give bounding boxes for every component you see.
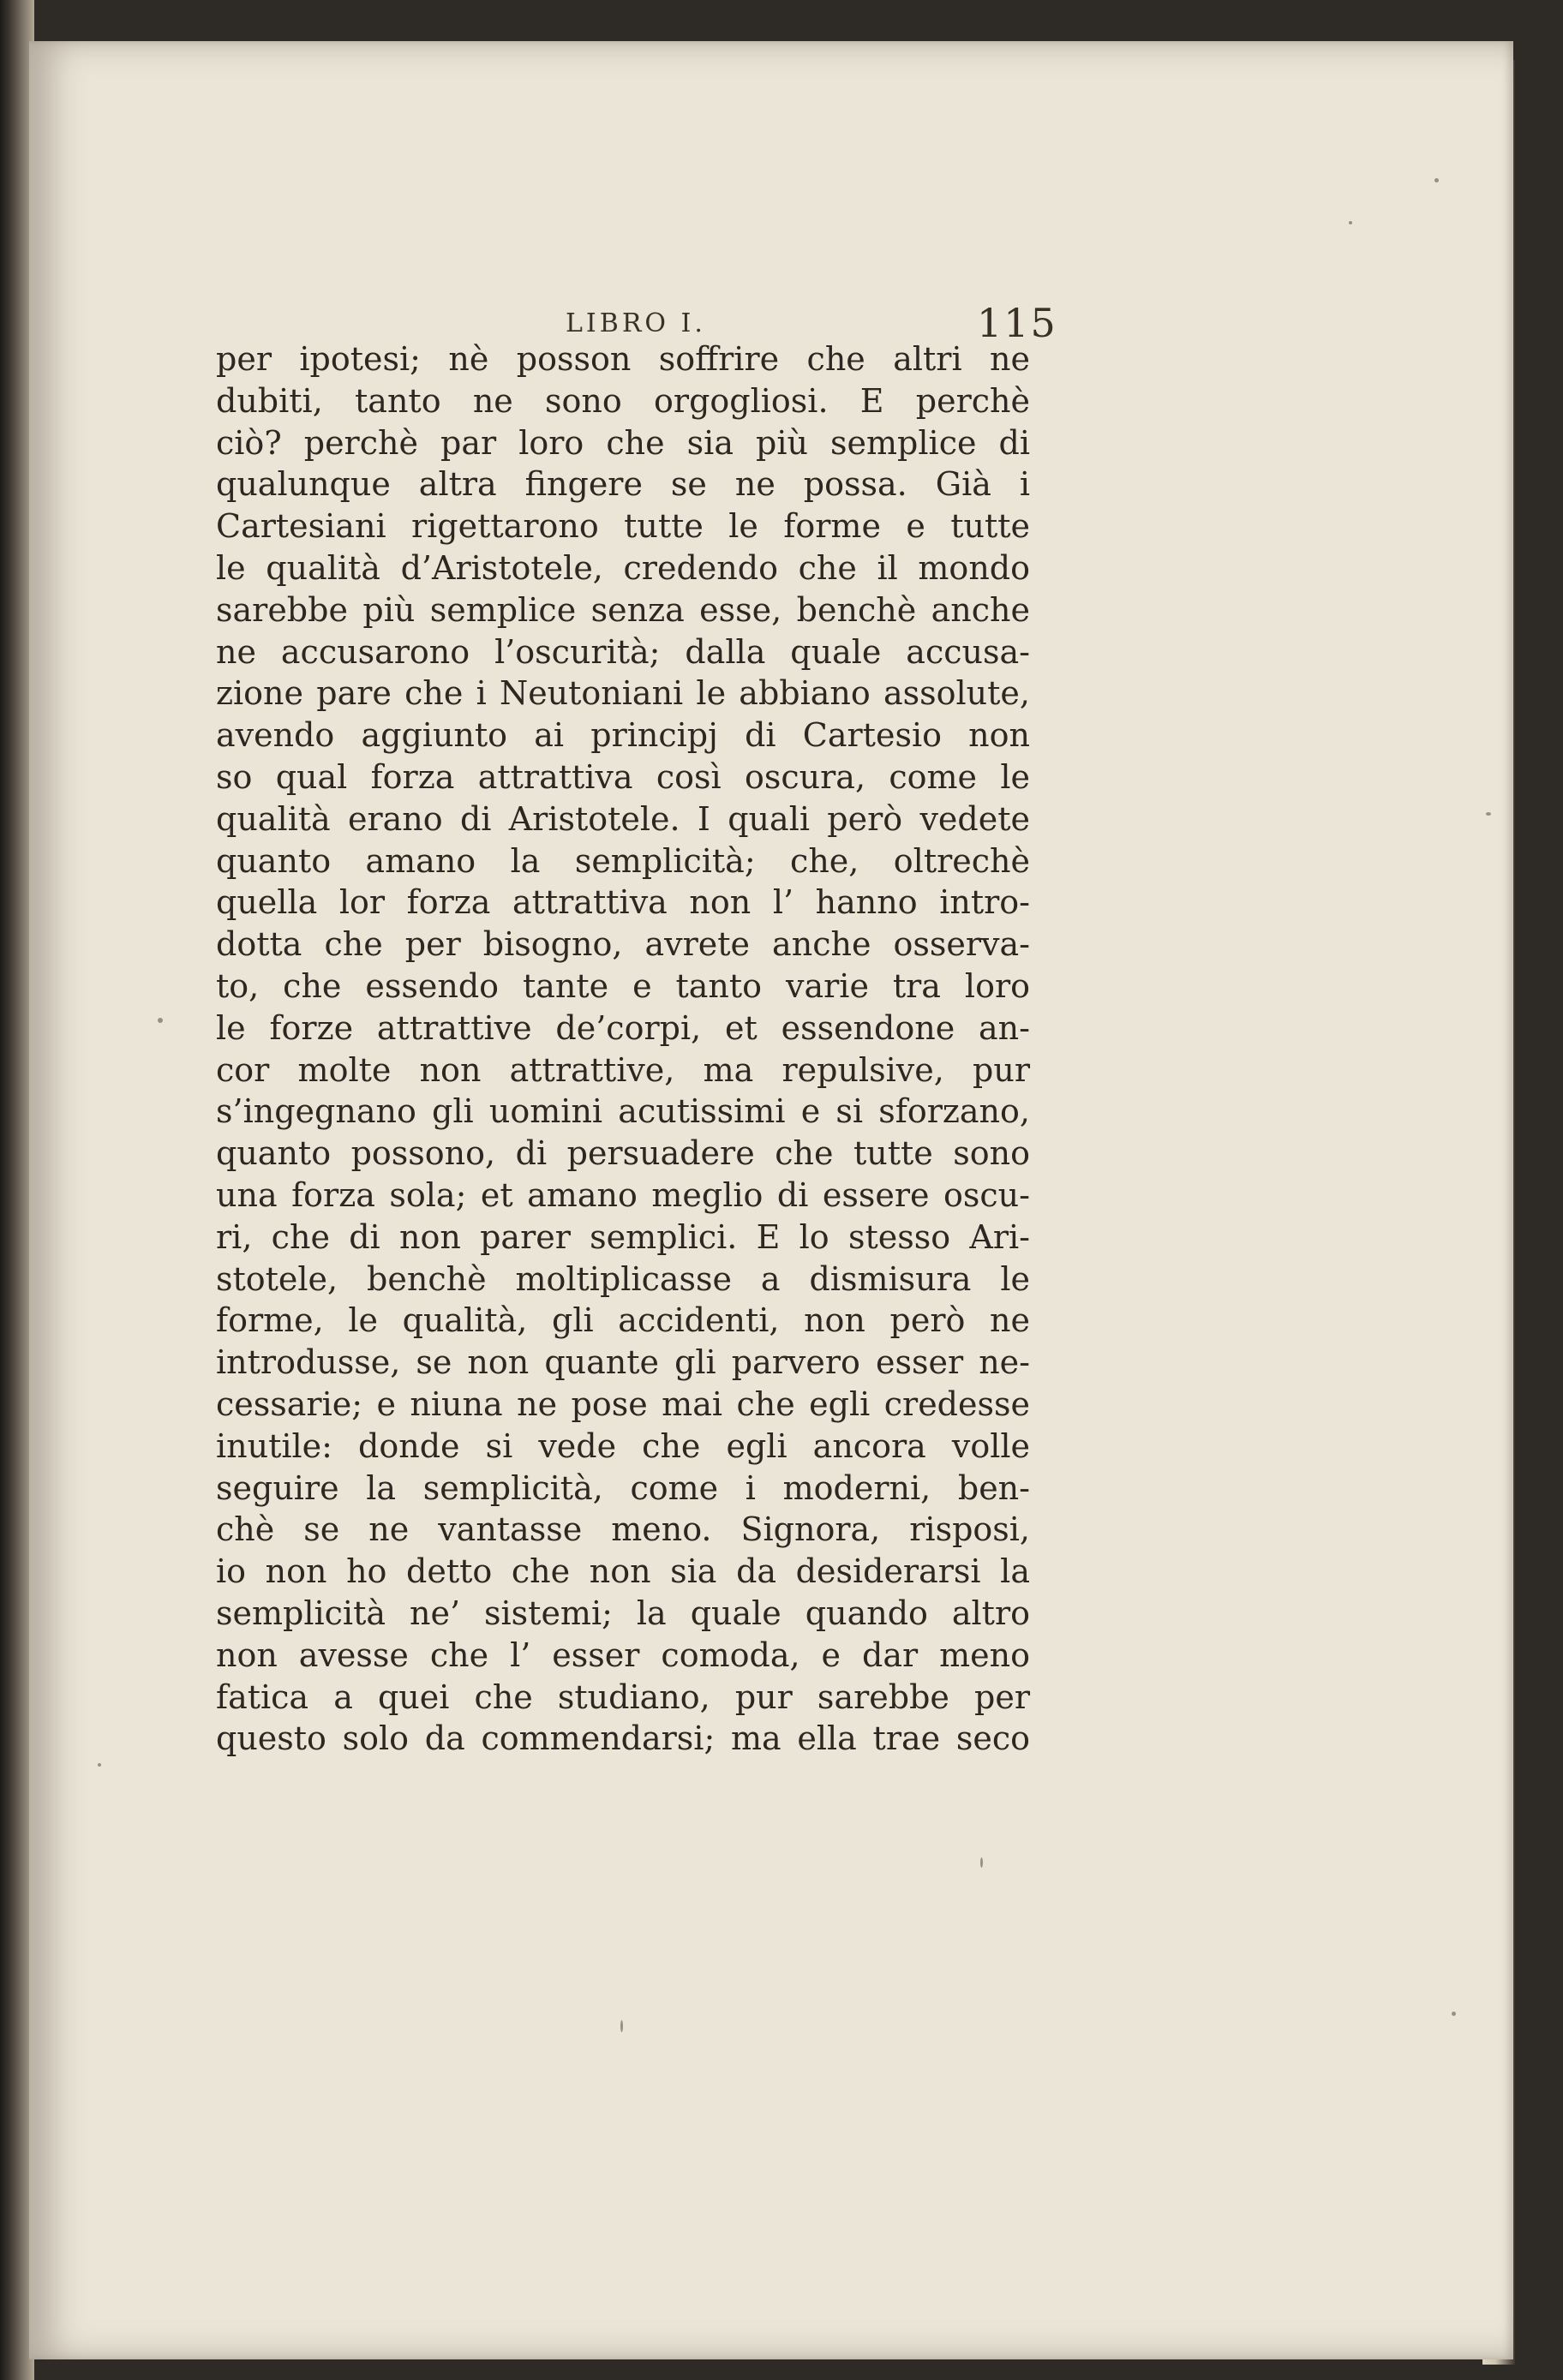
text-line: Cartesiani rigettarono tutte le forme e tutte (216, 507, 1030, 546)
body-text (216, 338, 1030, 1760)
paper-speck (1349, 221, 1352, 224)
text-line: cor molte non attrattive, ma repulsive, pur (216, 1050, 1030, 1089)
text-line: avendo aggiunto ai principj di Cartesio non (216, 716, 1030, 755)
text-line: dotta che per bisogno, avrete anche osserva- (216, 925, 1030, 964)
text-line: quanto amano la semplicità; che, oltrechè (216, 841, 1030, 880)
paper-speck (620, 2020, 623, 2032)
text-line: forme, le qualità, gli accidenti, non però ne (216, 1301, 1030, 1340)
page-number: 115 (977, 300, 1057, 346)
paper-speck (980, 1857, 983, 1868)
text-line: fatica a quei che studiano, pur sarebbe per (216, 1677, 1030, 1716)
paper-speck (1434, 178, 1439, 182)
text-line: ri, che di non parer semplici. E lo stesso Ari- (216, 1217, 1030, 1256)
text-line: cessarie; e niuna ne pose mai che egli credesse (216, 1384, 1030, 1423)
text-line: quanto possono, di persuadere che tutte sono (216, 1134, 1030, 1173)
text-line: stotele, benchè moltiplicasse a dismisura le (216, 1259, 1030, 1298)
text-line: inutile: donde si vede che egli ancora volle (216, 1426, 1030, 1465)
paper-speck (158, 1018, 163, 1023)
text-line: le qualità d’Aristotele, credendo che il mondo (216, 548, 1030, 587)
text-line: quella lor forza attrattiva non l’ hanno intro- (216, 883, 1030, 922)
text-line: ciò? perchè par loro che sia più semplice di (216, 423, 1030, 462)
text-line: qualità erano di Aristotele. I quali però vedete (216, 799, 1030, 838)
text-line: questo solo da commendarsi; ma ella trae seco (216, 1719, 1030, 1758)
text-line: sarebbe più semplice senza esse, benchè anche (216, 590, 1030, 629)
text-line: le forze attrattive de’corpi, et essendone an- (216, 1008, 1030, 1047)
text-line: qualunque altra fingere se ne possa. Già i (216, 465, 1030, 504)
paper-speck (1452, 2012, 1456, 2016)
text-line: non avesse che l’ esser comoda, e dar meno (216, 1636, 1030, 1674)
running-title: LIBRO I. (566, 308, 706, 338)
text-line: io non ho detto che non sia da desiderarsi la (216, 1552, 1030, 1591)
text-line: semplicità ne’ sistemi; la quale quando altro (216, 1594, 1030, 1632)
text-line: per ipotesi; nè posson soffrire che altri ne (216, 340, 1030, 378)
text-line: seguire la semplicità, come i moderni, ben- (216, 1468, 1030, 1507)
text-line: to, che essendo tante e tanto varie tra loro (216, 966, 1030, 1005)
paper-speck (1486, 812, 1491, 816)
text-line: so qual forza attrattiva così oscura, come le (216, 757, 1030, 796)
text-line: una forza sola; et amano meglio di essere oscu- (216, 1175, 1030, 1214)
paper-speck (98, 1763, 101, 1767)
text-line: zione pare che i Neutoniani le abbiano assolute, (216, 674, 1030, 713)
text-line: dubiti, tanto ne sono orgogliosi. E perchè (216, 381, 1030, 420)
text-line: introdusse, se non quante gli parvero esser ne- (216, 1343, 1030, 1382)
text-line: ne accusarono l’oscurità; dalla quale accusa- (216, 632, 1030, 671)
text-line: s’ingegnano gli uomini acutissimi e si sforzano, (216, 1092, 1030, 1131)
text-line: chè se ne vantasse meno. Signora, risposi, (216, 1510, 1030, 1549)
